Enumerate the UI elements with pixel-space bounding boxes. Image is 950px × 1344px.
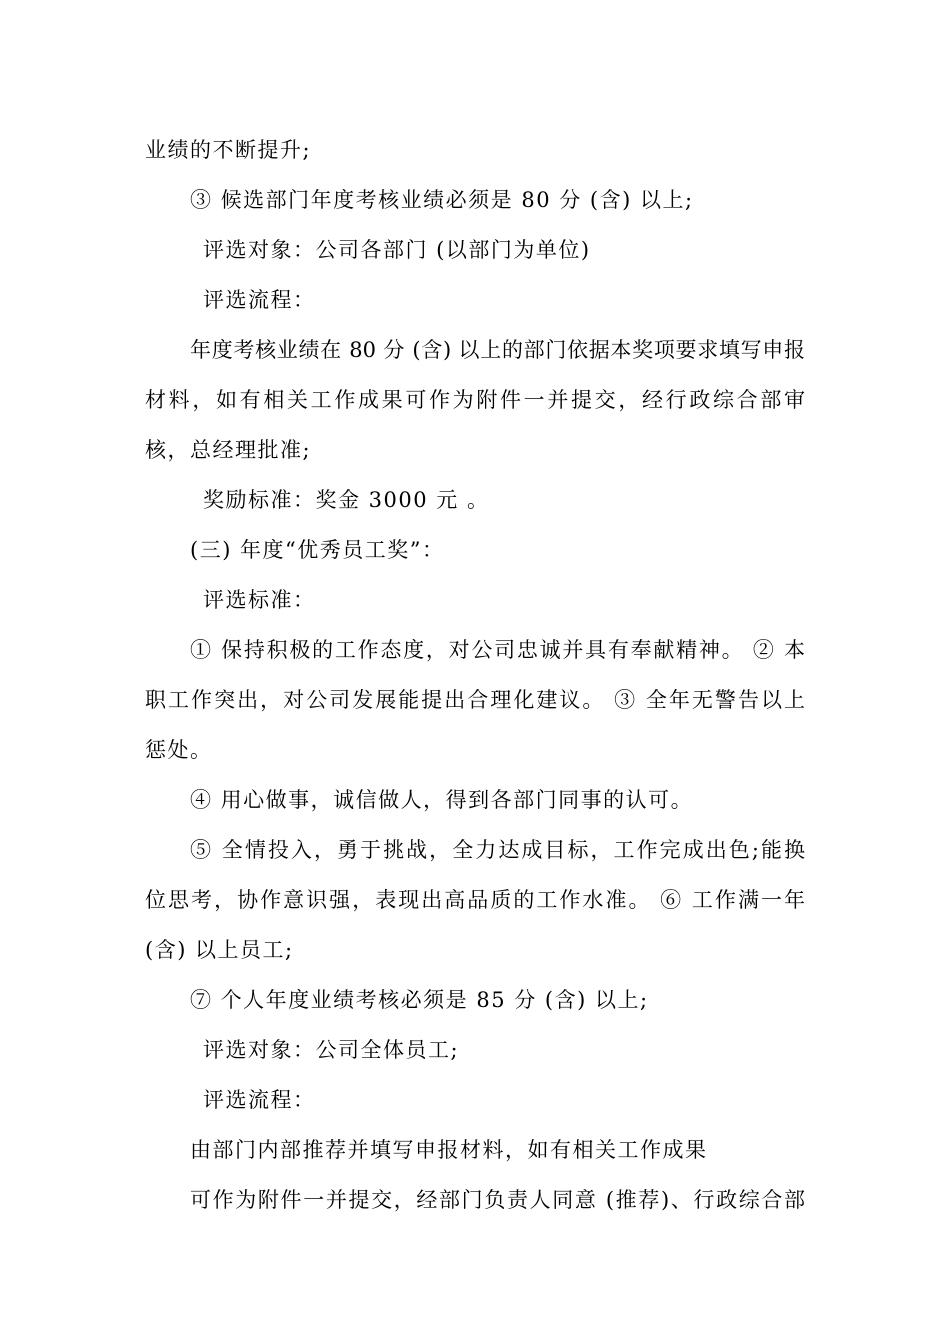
text-line: (三) 年度“优秀员工奖”： (190, 538, 445, 562)
text-line: ⑦ 个人年度业绩考核必须是 85 分 (含) 以上; (190, 988, 649, 1012)
text-line: 评选对象：公司全体员工; (203, 1038, 460, 1062)
text-line: 评选流程： (203, 288, 316, 312)
text-line: 可作为附件一并提交，经部门负责人同意 (推荐)、行政综合部 (190, 1188, 805, 1212)
text-line: 评选标准： (203, 588, 316, 612)
text-line: 评选流程： (203, 1088, 316, 1112)
text-line: ① 保持积极的工作态度，对公司忠诚并具有奉献精神。 ② 本 (190, 638, 805, 662)
text-line: 位思考，协作意识强，表现出高品质的工作水准。 ⑥ 工作满一年 (145, 888, 805, 912)
text-line: 由部门内部推荐并填写申报材料，如有相关工作成果 (190, 1138, 708, 1162)
text-line: 核，总经理批准; (145, 438, 312, 462)
text-line: 业绩的不断提升; (145, 138, 312, 162)
text-line: ③ 候选部门年度考核业绩必须是 80 分 (含) 以上; (190, 188, 694, 212)
text-line: 职工作突出，对公司发展能提出合理化建议。 ③ 全年无警告以上 (145, 688, 805, 712)
text-line: ⑤ 全情投入，勇于挑战，全力达成目标，工作完成出色;能换 (190, 838, 805, 862)
text-line: 材料，如有相关工作成果可作为附件一并提交，经行政综合部审 (145, 388, 805, 412)
text-line: 评选对象：公司各部门 (以部门为单位) (203, 238, 591, 262)
text-line: (含) 以上员工; (145, 938, 294, 962)
text-line: 年度考核业绩在 80 分 (含) 以上的部门依据本奖项要求填写申报 (190, 338, 805, 362)
text-line: ④ 用心做事，诚信做人，得到各部门同事的认可。 (190, 788, 694, 812)
text-line: 惩处。 (145, 738, 213, 762)
text-line: 奖励标准：奖金 3000 元 。 (203, 488, 490, 512)
